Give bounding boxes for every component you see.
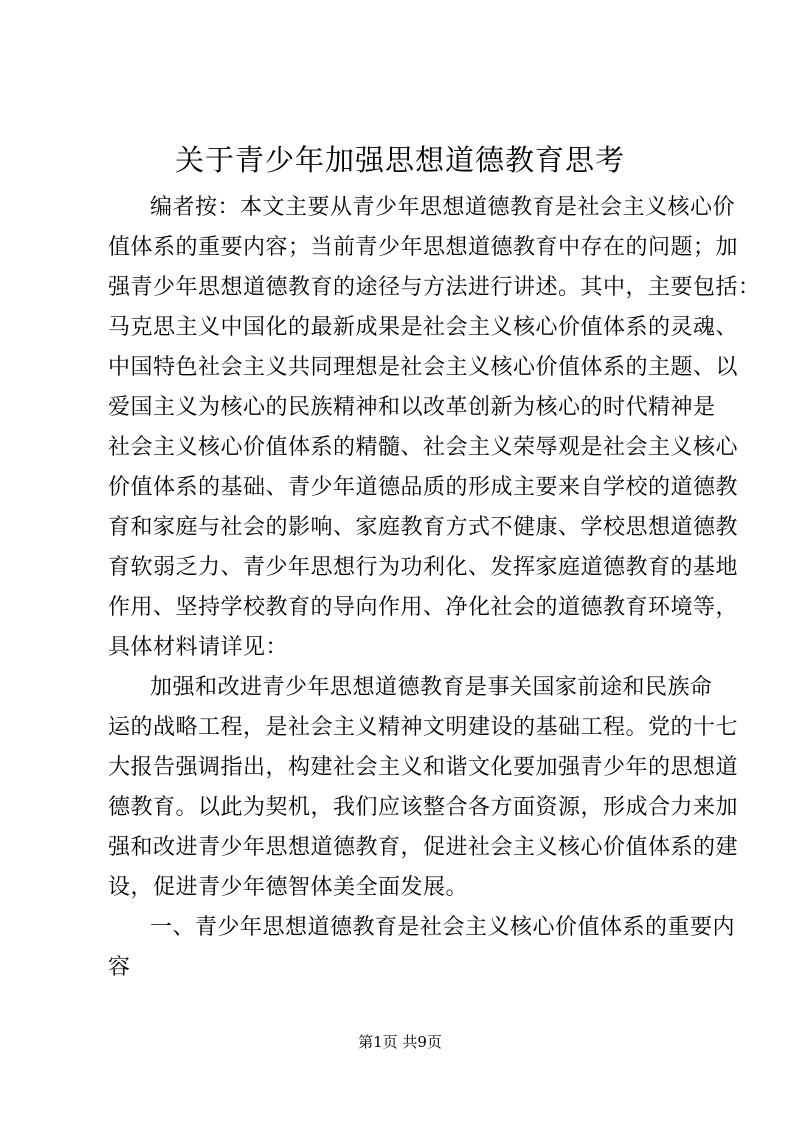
paragraph-line: 值体系的重要内容；当前青少年思想道德教育中存在的问题；加 <box>108 235 739 260</box>
paragraph-line: 编者按：本文主要从青少年思想道德教育是社会主义核心价 <box>150 195 736 220</box>
paragraph-line: 育软弱乏力、青少年思想行为功利化、发挥家庭道德教育的基地 <box>108 555 739 580</box>
section-heading-line: 一、青少年思想道德教育是社会主义核心价值体系的重要内 <box>150 915 736 940</box>
paragraph-editor-note <box>108 188 761 668</box>
paragraph-line: 爱国主义为核心的民族精神和以改革创新为核心的时代精神是 <box>108 395 716 420</box>
paragraph-line: 大报告强调指出，构建社会主义和谐文化要加强青少年的思想道 <box>108 755 739 780</box>
paragraph-line: 运的战略工程，是社会主义精神文明建设的基础工程。党的十七 <box>108 715 739 740</box>
paragraph-line: 德教育。以此为契机，我们应该整合各方面资源，形成合力来加 <box>108 795 739 820</box>
paragraph-line: 作用、坚持学校教育的导向作用、净化社会的道德教育环境等， <box>108 595 739 620</box>
paragraph-line: 强和改进青少年思想道德教育，促进社会主义核心价值体系的建 <box>108 835 739 860</box>
document-body <box>108 188 761 988</box>
document-title: 关于青少年加强思想道德教育思考 <box>174 143 625 177</box>
paragraph-line: 强青少年思想道德教育的途径与方法进行讲述。其中，主要包括： <box>108 275 761 300</box>
paragraph-line: 加强和改进青少年思想道德教育是事关国家前途和民族命 <box>150 675 713 700</box>
paragraph-line: 社会主义核心价值体系的精髓、社会主义荣辱观是社会主义核心 <box>108 435 739 460</box>
page-number-footer: 第1页 共9页 <box>358 1033 442 1051</box>
paragraph-line: 设，促进青少年德智体美全面发展。 <box>108 875 469 900</box>
paragraph-introduction <box>108 668 739 908</box>
paragraph-line: 育和家庭与社会的影响、家庭教育方式不健康、学校思想道德教 <box>108 515 739 540</box>
paragraph-line: 具体材料请详见： <box>108 635 289 660</box>
paragraph-line: 价值体系的基础、青少年道德品质的形成主要来自学校的道德教 <box>108 475 739 500</box>
paragraph-line: 马克思主义中国化的最新成果是社会主义核心价值体系的灵魂、 <box>108 315 739 340</box>
section-heading <box>108 908 736 988</box>
section-heading-line: 容 <box>108 955 131 980</box>
paragraph-line: 中国特色社会主义共同理想是社会主义核心价值体系的主题、以 <box>108 355 739 380</box>
